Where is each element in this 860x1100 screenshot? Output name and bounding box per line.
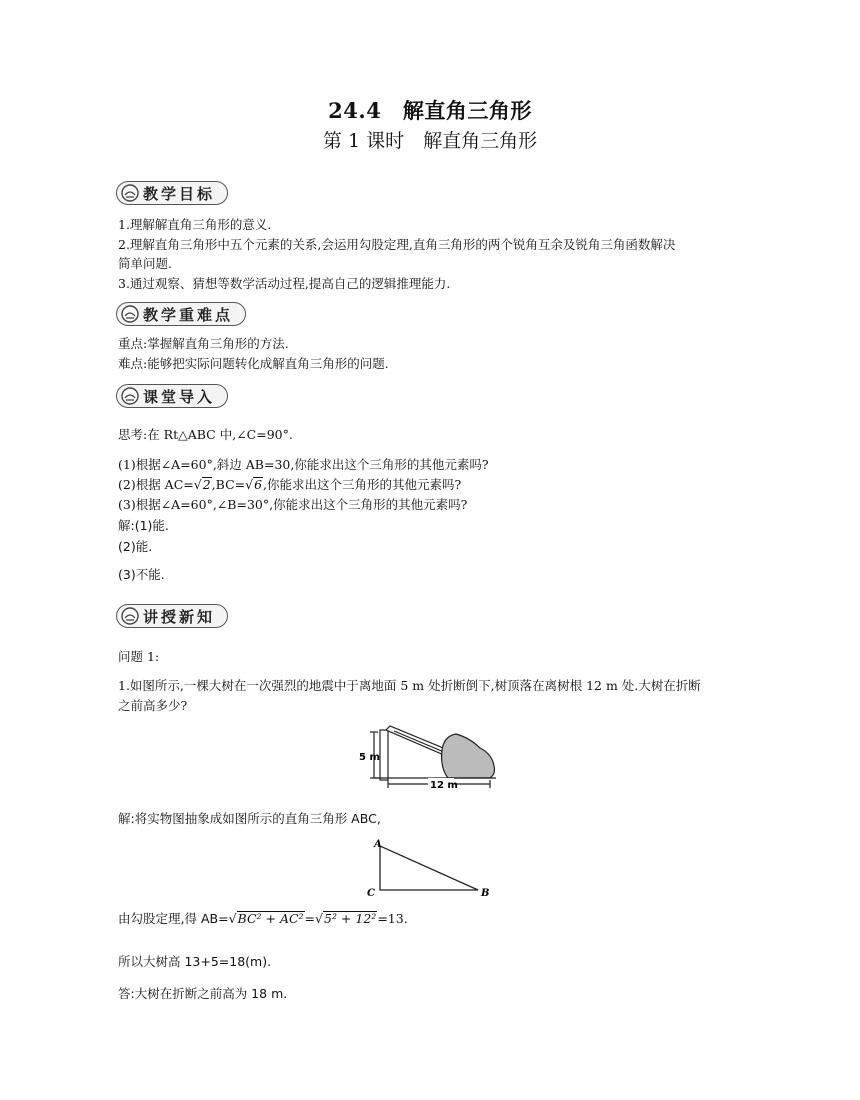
solution-intro: 解:将实物图抽象成如图所示的直角三角形 ABC, [118, 811, 381, 826]
key-point-item: 重点:掌握解直角三角形的方法. [118, 336, 289, 351]
section-badge-key-points [116, 302, 246, 326]
answer-2: (2)能. [118, 539, 153, 554]
section-badge-new-knowledge [116, 604, 228, 628]
section-label: 教学重难点 [143, 305, 234, 324]
section-badge-intro [116, 384, 228, 408]
height-label: 5 m [359, 752, 380, 763]
answer-1: 解:(1)能. [118, 518, 169, 533]
section-label: 讲授新知 [143, 607, 216, 626]
sqrt-6: 6 [254, 477, 263, 492]
sqrt-expression: 5² + 12² [324, 911, 377, 926]
vertex-c-label: C [367, 888, 375, 899]
distance-label: 12 m [430, 780, 458, 791]
pythagorean-equation: 由勾股定理,得 AB=√BC² + AC²=√5² + 12²=13. [118, 911, 408, 926]
question-2: (2)根据 AC=√2,BC=√6,你能求出这个三角形的其他元素吗? [118, 477, 462, 492]
objective-item: 3.通过观察、猜想等数学活动过程,提高自己的逻辑推理能力. [118, 276, 451, 291]
problem-text: 之前高多少? [118, 698, 188, 713]
vertex-a-label: A [374, 839, 382, 850]
section-emblem-icon [121, 607, 139, 625]
think-prompt: 思考:在 Rt△ABC 中,∠C=90°. [118, 427, 293, 442]
right-triangle-figure [364, 836, 494, 900]
sqrt-2: 2 [202, 477, 211, 492]
section-label: 教学目标 [143, 184, 216, 203]
objective-item: 简单问题. [118, 256, 172, 271]
key-point-item: 难点:能够把实际问题转化成解直角三角形的问题. [118, 356, 389, 371]
problem-title: 问题 1: [118, 649, 160, 664]
objective-item: 1.理解解直角三角形的意义. [118, 217, 272, 232]
answer-3: (3)不能. [118, 567, 165, 582]
height-result: 所以大树高 13+5=18(m). [118, 954, 272, 969]
vertex-b-label: B [481, 888, 490, 899]
section-emblem-icon [121, 387, 139, 405]
section-emblem-icon [121, 184, 139, 202]
sqrt-expression: BC² + AC² [237, 911, 304, 926]
section-badge-objectives [116, 181, 228, 205]
problem-text: 1.如图所示,一棵大树在一次强烈的地震中于离地面 5 m 处折断倒下,树顶落在离树根 12 m 处.大树在折断 [118, 678, 701, 693]
section-label: 课堂导入 [143, 387, 216, 406]
page-title: 24.4 解直角三角形 [328, 98, 532, 123]
question-3: (3)根据∠A=60°,∠B=30°,你能求出这个三角形的其他元素吗? [118, 497, 468, 512]
broken-tree-figure [356, 722, 498, 794]
final-answer: 答:大树在折断之前高为 18 m. [118, 986, 288, 1001]
question-1: (1)根据∠A=60°,斜边 AB=30,你能求出这个三角形的其他元素吗? [118, 457, 489, 472]
page-subtitle: 第 1 课时 解直角三角形 [322, 130, 538, 152]
objective-item: 2.理解直角三角形中五个元素的关系,会运用勾股定理,直角三角形的两个锐角互余及锐角三角函数解决 [118, 237, 676, 252]
section-emblem-icon [121, 305, 139, 323]
